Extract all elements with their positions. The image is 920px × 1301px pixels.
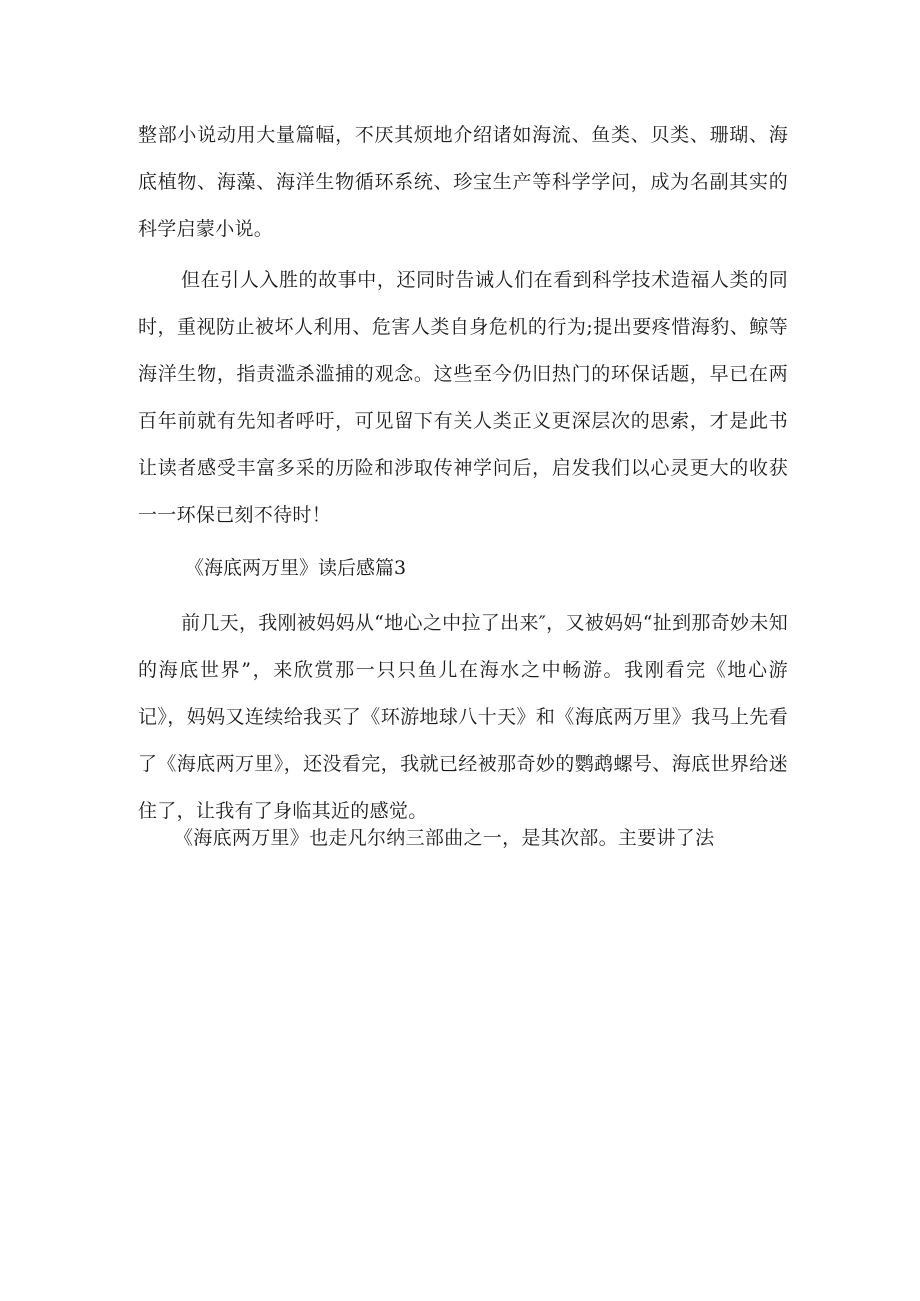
paragraph-trilogy-intro: 《海底两万里》也走凡尔纳三部曲之一，是其次部。主要讲了法 [174,827,715,849]
paragraph-science-content: 整部小说动用大量篇幅，不厌其烦地介绍诸如海流、鱼类、贝类、珊瑚、海底植物、海藻、海洋生物循环系统、珍宝生产等科学学问，成为名副其实的科学启蒙小说。 [138,124,788,240]
paragraph-environmental-message: 但在引人入胜的故事中，还同时告诫人们在看到科学技术造福人类的同时，重视防止被坏人利用、危害人类自身危机的行为;提出要疼惜海豹、鲸等海洋生物，指责滥杀滥捕的观念。这些至今仍旧热门的环保话题，早已在两百年前就有先知者呼吁，可见留下有关人类正义更深层次的思索，才是此书让读者感受丰富多采的历险和涉取传神学问后，启发我们以心灵更大的收获一一环保已刻不待时！ [138,269,788,526]
paragraph-reading-experience: 前几天，我刚被妈妈从“地心之中拉了出来″，又被妈妈“扯到那奇妙未知的海底世界”，来欣赏那一只只鱼儿在海水之中畅游。我刚看完《地心游记》，妈妈又连续给我买了《环游地球八十天》和《海底两万里》我马上先看了《海底两万里》，还没看完，我就已经被那奇妙的鹦鹉螺号、海底世界给迷住了，让我有了身临其近的感觉。 [138,612,788,822]
section-heading: 《海底两万里》读后感篇3 [185,557,407,579]
